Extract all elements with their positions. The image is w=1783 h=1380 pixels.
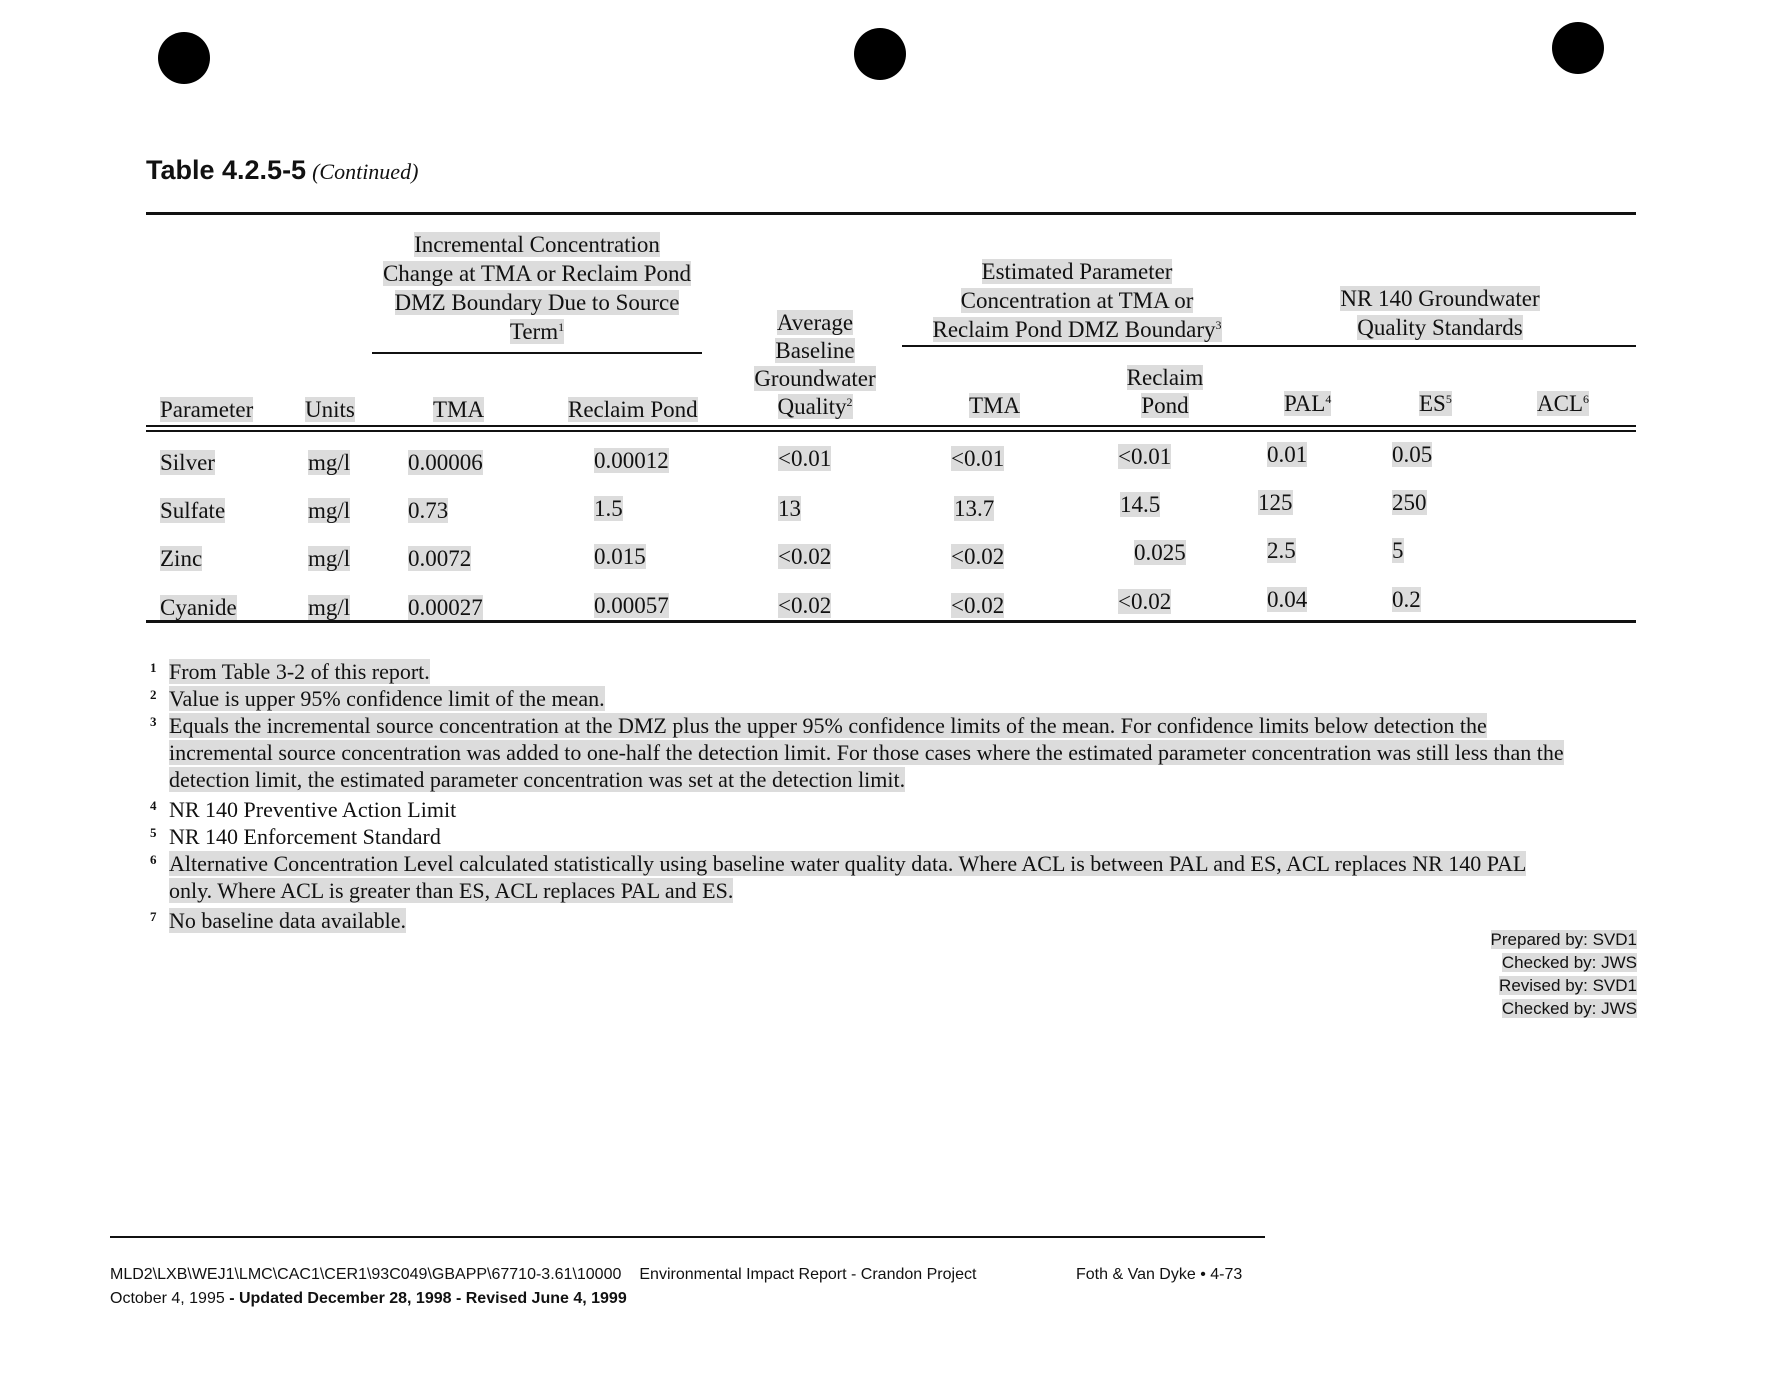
footnote-ref: 2 bbox=[846, 395, 853, 409]
cell-baseline: <0.02 bbox=[778, 544, 832, 569]
cell-units: mg/l bbox=[308, 595, 351, 620]
cell-tma: 0.00027 bbox=[408, 595, 483, 620]
col-header-avg-baseline bbox=[740, 309, 890, 421]
header-line: Term bbox=[509, 319, 559, 344]
footer-path: MLD2\LXB\WEJ1\LMC\CAC1\CER1\93C049\GBAPP\67710-3.61\10000 bbox=[110, 1266, 622, 1283]
header-line: Pond bbox=[1141, 393, 1189, 418]
header-line: NR 140 Groundwater bbox=[1340, 286, 1540, 311]
signoff-line: Checked by: JWS bbox=[1501, 999, 1637, 1018]
footnote-number: 2 bbox=[150, 687, 157, 702]
footer-date-original: October 4, 1995 bbox=[110, 1290, 225, 1307]
cell-est-reclaim: 0.025 bbox=[1134, 540, 1186, 565]
footnote-text: Value is upper 95% confidence limit of the mean. bbox=[169, 686, 605, 711]
header-line: Baseline bbox=[775, 338, 855, 363]
col-header-reclaim-pond: Reclaim Pond bbox=[568, 397, 698, 422]
col-header-units: Units bbox=[305, 397, 355, 422]
footer-line-1 bbox=[110, 1266, 1243, 1284]
footnote-number: 1 bbox=[150, 660, 157, 675]
cell-es: 5 bbox=[1392, 538, 1404, 563]
footnote-text: NR 140 Enforcement Standard bbox=[169, 824, 441, 849]
table-title bbox=[146, 155, 418, 186]
table-title-continued: (Continued) bbox=[312, 159, 419, 184]
signoff-line: Revised by: SVD1 bbox=[1499, 976, 1637, 995]
group-header-estimated bbox=[902, 257, 1252, 344]
footnote-text: Equals the incremental source concentration at the DMZ plus the upper 95% confidence limits of the mean. For confidence limits below detection the bbox=[169, 713, 1487, 738]
footer-company-page: Foth & Van Dyke • 4-73 bbox=[1076, 1266, 1243, 1283]
footnote-text: NR 140 Preventive Action Limit bbox=[169, 797, 457, 822]
footer-rule bbox=[110, 1236, 1265, 1238]
cell-pal: 2.5 bbox=[1267, 538, 1296, 563]
cell-parameter: Zinc bbox=[160, 546, 203, 571]
footnote-text: only. Where ACL is greater than ES, ACL replaces PAL and ES. bbox=[169, 878, 734, 903]
col-header-pal: PAL$^4$ bbox=[1284, 391, 1332, 416]
signoff-line: Prepared by: SVD1 bbox=[1490, 930, 1637, 949]
cell-es: 250 bbox=[1392, 490, 1427, 515]
header-rule bbox=[146, 430, 1636, 432]
cell-est-tma: <0.02 bbox=[951, 593, 1005, 618]
footer-line-2 bbox=[110, 1290, 627, 1308]
col-header-est-tma: TMA bbox=[969, 393, 1021, 418]
cell-reclaim: 1.5 bbox=[594, 496, 623, 521]
cell-parameter: Cyanide bbox=[160, 595, 237, 620]
table-bottom-rule bbox=[146, 620, 1636, 623]
header-line: Groundwater bbox=[754, 366, 876, 391]
header-rule bbox=[146, 425, 1636, 427]
header-line: DMZ Boundary Due to Source bbox=[394, 290, 680, 315]
col-header-es: $ES^5$ bbox=[1419, 391, 1452, 416]
header-line: Reclaim bbox=[1126, 365, 1204, 390]
footnote-text: incremental source concentration was added to one-half the detection limit. For those cases where the estimated parameter concentration was still less than the bbox=[169, 740, 1564, 765]
table-title-main: Table 4.2.5-5 bbox=[146, 155, 307, 185]
col-header-acl: ACL$^6$ bbox=[1537, 391, 1589, 416]
group-underline bbox=[902, 345, 1636, 347]
cell-es: 0.05 bbox=[1392, 442, 1433, 467]
cell-reclaim: 0.00057 bbox=[594, 593, 669, 618]
header-line: Reclaim Pond DMZ Boundary bbox=[932, 317, 1216, 342]
header-line: Incremental Concentration bbox=[414, 232, 660, 257]
cell-tma: 0.00006 bbox=[408, 450, 483, 475]
cell-units: mg/l bbox=[308, 546, 351, 571]
footnote-text: detection limit, the estimated parameter concentration was set at the detection limit. bbox=[169, 767, 906, 792]
punch-hole bbox=[854, 28, 906, 80]
header-line: Average bbox=[776, 310, 854, 335]
cell-reclaim: 0.00012 bbox=[594, 448, 669, 473]
cell-est-reclaim: 14.5 bbox=[1120, 492, 1161, 517]
footnote-text: From Table 3-2 of this report. bbox=[169, 659, 430, 684]
footer-report: Environmental Impact Report - Crandon Project bbox=[639, 1266, 977, 1283]
signoff-block bbox=[1491, 928, 1637, 1020]
group-header-nr140 bbox=[1290, 284, 1590, 342]
footnote-number: 4 bbox=[150, 798, 157, 813]
footnote-ref: 1 bbox=[558, 320, 565, 334]
group-underline bbox=[372, 352, 702, 354]
footer-date-updates: - Updated December 28, 1998 - Revised June 4, 1999 bbox=[229, 1290, 627, 1307]
cell-est-tma: <0.01 bbox=[951, 446, 1005, 471]
punch-hole bbox=[158, 32, 210, 84]
cell-est-reclaim: <0.01 bbox=[1118, 444, 1172, 469]
header-line: Estimated Parameter bbox=[981, 259, 1173, 284]
footnote-number: 3 bbox=[150, 714, 157, 729]
table-top-rule bbox=[146, 212, 1636, 215]
header-line: Quality bbox=[777, 394, 847, 419]
cell-est-tma: <0.02 bbox=[951, 544, 1005, 569]
cell-tma: 0.73 bbox=[408, 498, 449, 523]
cell-pal: 0.04 bbox=[1267, 587, 1308, 612]
cell-parameter: Silver bbox=[160, 450, 215, 475]
col-header-est-reclaim bbox=[1110, 364, 1220, 420]
cell-est-tma: 13.7 bbox=[954, 496, 995, 521]
cell-baseline: 13 bbox=[778, 496, 801, 521]
footnote-text: Alternative Concentration Level calculated statistically using baseline water quality data. Where ACL is between PAL and ES, ACL replaces NR 140 PAL bbox=[169, 851, 1527, 876]
header-line: Quality Standards bbox=[1357, 315, 1523, 340]
cell-baseline: <0.01 bbox=[778, 446, 832, 471]
footnote-number: 7 bbox=[150, 909, 157, 924]
cell-reclaim: 0.015 bbox=[594, 544, 646, 569]
group-header-incremental bbox=[372, 230, 702, 346]
cell-parameter: Sulfate bbox=[160, 498, 226, 523]
footnote-text: No baseline data available. bbox=[169, 908, 407, 933]
header-line: Change at TMA or Reclaim Pond bbox=[382, 261, 692, 286]
cell-units: mg/l bbox=[308, 450, 351, 475]
cell-est-reclaim: <0.02 bbox=[1118, 589, 1172, 614]
footnote-number: 6 bbox=[150, 852, 157, 867]
signoff-line: Checked by: JWS bbox=[1501, 953, 1637, 972]
cell-es: 0.2 bbox=[1392, 587, 1421, 612]
cell-pal: 125 bbox=[1258, 490, 1293, 515]
footnote-number: 5 bbox=[150, 825, 157, 840]
col-header-tma: TMA bbox=[433, 397, 485, 422]
col-header-parameter: Parameter bbox=[160, 397, 254, 422]
footnote-ref: 3 bbox=[1215, 318, 1222, 332]
punch-hole bbox=[1552, 22, 1604, 74]
header-line: Concentration at TMA or bbox=[960, 288, 1194, 313]
cell-tma: 0.0072 bbox=[408, 546, 472, 571]
cell-baseline: <0.02 bbox=[778, 593, 832, 618]
cell-units: mg/l bbox=[308, 498, 351, 523]
cell-pal: 0.01 bbox=[1267, 442, 1308, 467]
